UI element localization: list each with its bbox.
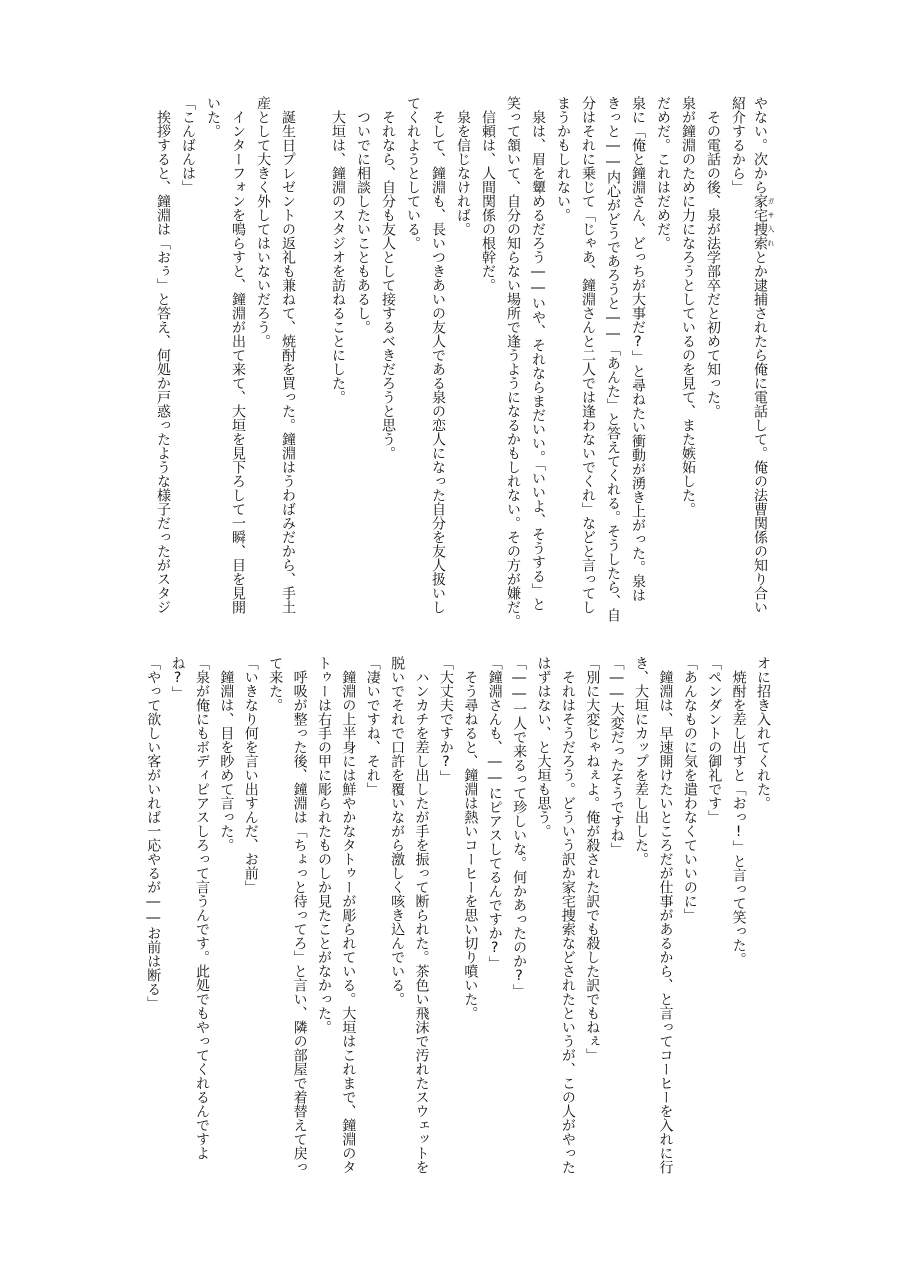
text-line: 鐘淵は、目を眇めて言った。 bbox=[218, 670, 235, 852]
text-line: だめだ。これはだめだ。 bbox=[655, 96, 671, 250]
text-line: 「大丈夫ですか?」 bbox=[437, 656, 454, 784]
ruby-base: 家宅捜索 bbox=[752, 194, 768, 250]
text-line: 鐘淵は、早速開けたいところだが仕事があるから、と言ってコーヒーを入れに行 bbox=[657, 670, 674, 1174]
text-line: インターフォンを鳴らすと、鐘淵が出て来て、大垣を見下ろして一瞬、目を見開 bbox=[230, 110, 246, 614]
text-block-bottom bbox=[141, 656, 775, 1181]
text-line: て来た。 bbox=[267, 656, 284, 712]
text-line: 焼酎を差し出すと「おっ!」と言って笑った。 bbox=[730, 670, 747, 966]
text-line: 「別に大変じゃねぇよ。俺が殺された訳でも殺した訳でもねぇ」 bbox=[584, 656, 601, 1062]
text-line: 笑って頷いて、自分の知らない場所で逢うようになるかもしれない。その方が嫌だ。 bbox=[505, 96, 521, 628]
text-line: ね?」 bbox=[169, 656, 186, 700]
ruby-annotated-word bbox=[752, 194, 775, 250]
text-line: 泉が鐘淵のために力になろうとしているのを見て、また嫉妬した。 bbox=[680, 96, 696, 516]
text-line: トゥーは右手の甲に彫られたものしか見たことがなかった。 bbox=[315, 656, 332, 1034]
text-line: 「いきなり何を言い出すんだ、お前」 bbox=[242, 656, 259, 894]
text-line: それなら、自分も友人として接するべきだろうと思う。 bbox=[380, 110, 396, 460]
text-line: ついでに相談したいこともあるし。 bbox=[355, 110, 371, 334]
text-line: それはそうだろう。どういう訳か家宅捜索などされたというが、この人がやった bbox=[559, 670, 576, 1174]
text-line: 紹介するから」 bbox=[730, 96, 746, 194]
text-line: そう尋ねると、鐘淵は熱いコーヒーを思い切り噴いた。 bbox=[462, 670, 479, 1020]
text-line: 「凄いですね、それ」 bbox=[364, 656, 381, 796]
text-line: 「泉が俺にもボディピアスしろって言うんです。此処でもやってくれるんですよ bbox=[194, 656, 211, 1160]
text-line: 鐘淵の上半身には鮮やかなタトゥーが彫られている。大垣はこれまで、鐘淵のタ bbox=[340, 670, 357, 1174]
text-line: 大垣は、鐘淵のスタジオを訪ねることにした。 bbox=[330, 110, 346, 404]
text-line: 「――大変だったそうですね」 bbox=[608, 656, 625, 856]
text-line: ハンカチを差し出したが手を振って断られた。茶色い飛沫で汚れたスウェットを bbox=[413, 670, 430, 1174]
text-line: 脱いでそれで口許を覆いながら激しく咳き込んでいる。 bbox=[389, 656, 406, 1006]
text-line: 「鐘淵さんも、――にピアスしてるんですか?」 bbox=[486, 656, 503, 970]
text-line: きっと――内心がどうであろうと――「あんた」と答えてくれる。そうしたら、自 bbox=[605, 96, 621, 622]
text-line: いた。 bbox=[205, 96, 221, 138]
text-block-top bbox=[150, 96, 775, 628]
text-line: 「こんばんは」 bbox=[180, 96, 196, 194]
text-line: はずはない、と大垣も思う。 bbox=[535, 656, 552, 838]
text-segment: やない。次から bbox=[752, 96, 768, 194]
text-line: 泉に「俺と鐘淵さん、どっちが大事だ?」と尋ねたい衝動が湧き上がった。泉は bbox=[630, 96, 646, 602]
text-line: 「ペンダントの御礼です」 bbox=[706, 656, 723, 824]
text-line bbox=[750, 96, 775, 621]
text-line: 「やって欲しい客がいれば一応やるが――お前は断る」 bbox=[145, 656, 162, 1010]
text-line: 誕生日プレゼントの返礼も兼ねて、焼酎を買った。鐘淵はうわばみだから、手土 bbox=[280, 110, 296, 614]
text-line: 泉を信じなければ。 bbox=[455, 110, 471, 236]
text-line: 泉は、眉を顰めるだろう――いや、それならまだいい。「いいよ、そうする」と bbox=[530, 110, 546, 611]
text-line: オに招き入れてくれた。 bbox=[755, 656, 771, 810]
text-line: き、大垣にカップを差し出した。 bbox=[633, 656, 650, 866]
text-segment: とか逮捕されたら俺に電話して。俺の法曹関係の知り合い bbox=[752, 250, 768, 614]
text-line: 呼吸が整った後、鐘淵は「ちょっと待ってろ」と言い、隣の部屋で着替えて戻っ bbox=[291, 670, 308, 1174]
text-line bbox=[300, 96, 325, 621]
text-line: 分はそれに乗じて「じゃあ、鐘淵さんと二人では逢わないでくれ」などと言ってし bbox=[580, 96, 596, 614]
text-line: 信頼は、人間関係の根幹だ。 bbox=[480, 110, 496, 292]
text-line: その電話の後、泉が法学部卒だと初めて知った。 bbox=[705, 110, 721, 418]
text-line: まうかもしれない。 bbox=[555, 96, 571, 222]
text-line: そして、鐘淵も、長いつきあいの友人である泉の恋人になった自分を友人扱いし bbox=[430, 110, 446, 614]
text-line: 産として大きく外してはいないだろう。 bbox=[255, 96, 271, 348]
ruby-reading: ガサ入れ bbox=[767, 194, 775, 250]
text-line: 「あんなものに気を遣わなくていいのに」 bbox=[681, 656, 698, 922]
text-line: 挨拶すると、鐘淵は「おぅ」と答え、何処か戸惑ったような様子だったがスタジ bbox=[155, 110, 171, 614]
text-line: 「――一人で来るって珍しいな。何かあったのか?」 bbox=[511, 656, 528, 998]
text-line: てくれようとしている。 bbox=[405, 96, 421, 250]
